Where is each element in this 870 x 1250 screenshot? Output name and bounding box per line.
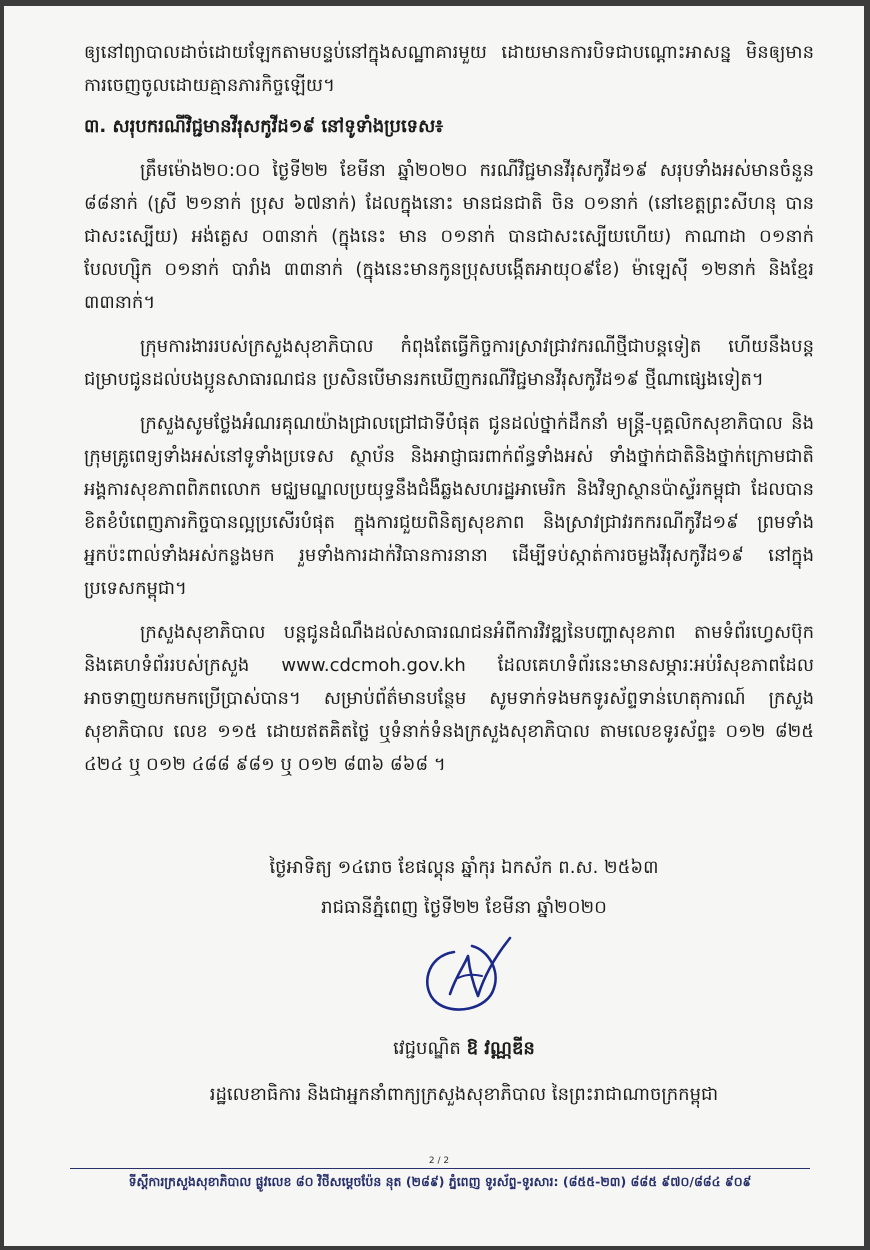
paragraph-information: ក្រសួងសុខាភិបាល បន្តជូនដំណឹងដល់សាធារណជនអំពីការវិវឌ្ឍនៃបញ្ហាសុខភាព តាមទំព័រហ្វេសប៊ុក និងគេហទំព័ររបស់ក្រសួង www.cdcmoh.gov.kh ដែលគេហទំព័រនេះមានសម្ភារៈអប់រំសុខភាពដែលអាចទាញយកមកប្រើប្រាស់បាន។ សម្រាប់ព័ត៌មានបន្ថែម សូមទាក់ទងមកទូរស័ព្ទទាន់ហេតុការណ៍ ក្រសួងសុខាភិបាល លេខ ១១៥ ដោយឥតគិតថ្លៃ ឬទំនាក់ទំនងក្រសួងសុខាភិបាល តាមលេខទូរស័ព្ទ៖ ០១២ ៨២៥ ៤២៤ ឬ ០១២ ៤៨៨ ៩៨១ ឬ ០១២ ៨៣៦ ៨៦៨ ។ (84, 622, 814, 775)
paragraph-gratitude: ក្រសួងសូមថ្លែងអំណរគុណយ៉ាងជ្រាលជ្រៅជាទីបំផុត ជូនដល់ថ្នាក់ដឹកនាំ មន្ត្រី-បុគ្គលិកសុខាភិបាល និងក្រុមគ្រូពេទ្យទាំងអស់នៅទូទាំងប្រទេស ស្ថាប័ន និងអាជ្ញាធរពាក់ព័ន្ធទាំងអស់ ទាំងថ្នាក់ជាតិនិងថ្នាក់ក្រោមជាតិ អង្គការសុខភាពពិភពលោក មជ្ឈមណ្ឌលប្រយុទ្ធនឹងជំងឺឆ្លងសហរដ្ឋអាមេរិក និងវិទ្យាស្ថានប៉ាស្ទ័រកម្ពុជា ដែលបានខិតខំបំពេញភារកិច្ចបានល្អប្រសើរបំផុត ក្នុងការជួយពិនិត្យសុខភាព និងស្រាវជ្រាវរកករណីកូវីដ១៩ ព្រមទាំងអ្នកប៉ះពាល់ទាំងអស់កន្លងមក រួមទាំងការដាក់វិធានការនានា ដើម្បីទប់ស្កាត់ការចម្លងវីរុសកូវីដ១៩ នៅក្នុងប្រទេសកម្ពុជា។ (84, 413, 814, 599)
date-place: រាជធានីភ្នំពេញ ថ្ងៃទី២២ ខែមីនា ឆ្នាំ២០២០ (321, 897, 607, 918)
paragraph-investigation: ក្រុមការងាររបស់ក្រសួងសុខាភិបាល កំពុងតែធ្វើកិច្ចការស្រាវជ្រាវករណីថ្មីជាបន្តទៀត ហើយនឹងបន្តជម្រាបជូនដល់បងប្អូនសាធារណជន ប្រសិនបើមានរកឃើញករណីវិជ្ជមានវីរុសកូវីដ១៩ ថ្មីណាផ្សេងទៀត។ (84, 336, 814, 390)
document-page (4, 6, 864, 1246)
footer-divider (70, 1168, 810, 1169)
signer-title: រដ្ឋលេខាធិការ និងជាអ្នកនាំពាក្យក្រសួងសុខាភិបាល នៃព្រះរាជាណាចក្រកម្ពុជា (209, 1084, 719, 1105)
signer-name-text: ឱ វណ្ណឌីន (466, 1038, 535, 1059)
footer-address: ទីស្តីការក្រសួងសុខាភិបាល ផ្លូវលេខ ៨០ វិថីសម្តេចប៉ែន នុត (២៨៩) ភ្នំពេញ ទូរស័ព្ទ-ទូរសារ: (៨៥៥-២៣) ៨៨៥ ៩៧០/៨៨៤ ៩០៩ (128, 1174, 752, 1189)
page-number: 2 / 2 (428, 1156, 450, 1166)
date-block (184, 848, 744, 928)
date-lunar: ថ្ងៃអាទិត្យ ១៤រោច ខែផល្គុន ឆ្នាំកុរ ឯកស័ក ព.ស. ២៥៦៣ (269, 857, 659, 878)
signer-name (184, 1036, 744, 1063)
continuation-paragraph: ឲ្យនៅព្យាបាលដាច់ដោយឡែកតាមបន្ទប់នៅក្នុងសណ្ឋាគារមួយ ដោយមានការបិទជាបណ្ដោះអាសន្ន មិនឲ្យមានការចេញចូលដោយគ្មានភារកិច្ចឡើយ។ (84, 42, 814, 96)
signature-image (414, 930, 524, 1030)
signer-prefix: វេជ្ជបណ្ឌិត (393, 1038, 461, 1059)
document-body (84, 36, 814, 781)
section-heading: ៣. សរុបករណីវិជ្ជមានវីរុសកូវីដ១៩ នៅទូទាំងប្រទេស៖ (84, 116, 444, 137)
paragraph-case-summary: ត្រឹមម៉ោង២០:០០ ថ្ងៃទី២២ ខែមីនា ឆ្នាំ២០២០ ករណីវិជ្ជមានវីរុសកូវីដ១៩ សរុបទាំងអស់មានចំនួន ៨៨នាក់ (ស្រី ២១នាក់ ប្រុស ៦៧នាក់) ដែលក្នុងនោះ មានជនជាតិ ចិន ០១នាក់ (នៅខេត្តព្រះសីហនុ បានជាសះស្បើយ) អង់គ្លេស ០៣នាក់ (ក្នុងនេះ មាន ០១នាក់ បានជាសះស្បើយហើយ) កាណាដា ០១នាក់ បែលហ្ស៊ិក ០១នាក់ បារាំង ៣៣នាក់ (ក្នុងនេះមានកូនប្រុសបង្កើតអាយុ០៩ខែ) ម៉ាឡេស៊ី ១២នាក់ និងខ្មែរ ៣៣នាក់។ (84, 160, 814, 313)
